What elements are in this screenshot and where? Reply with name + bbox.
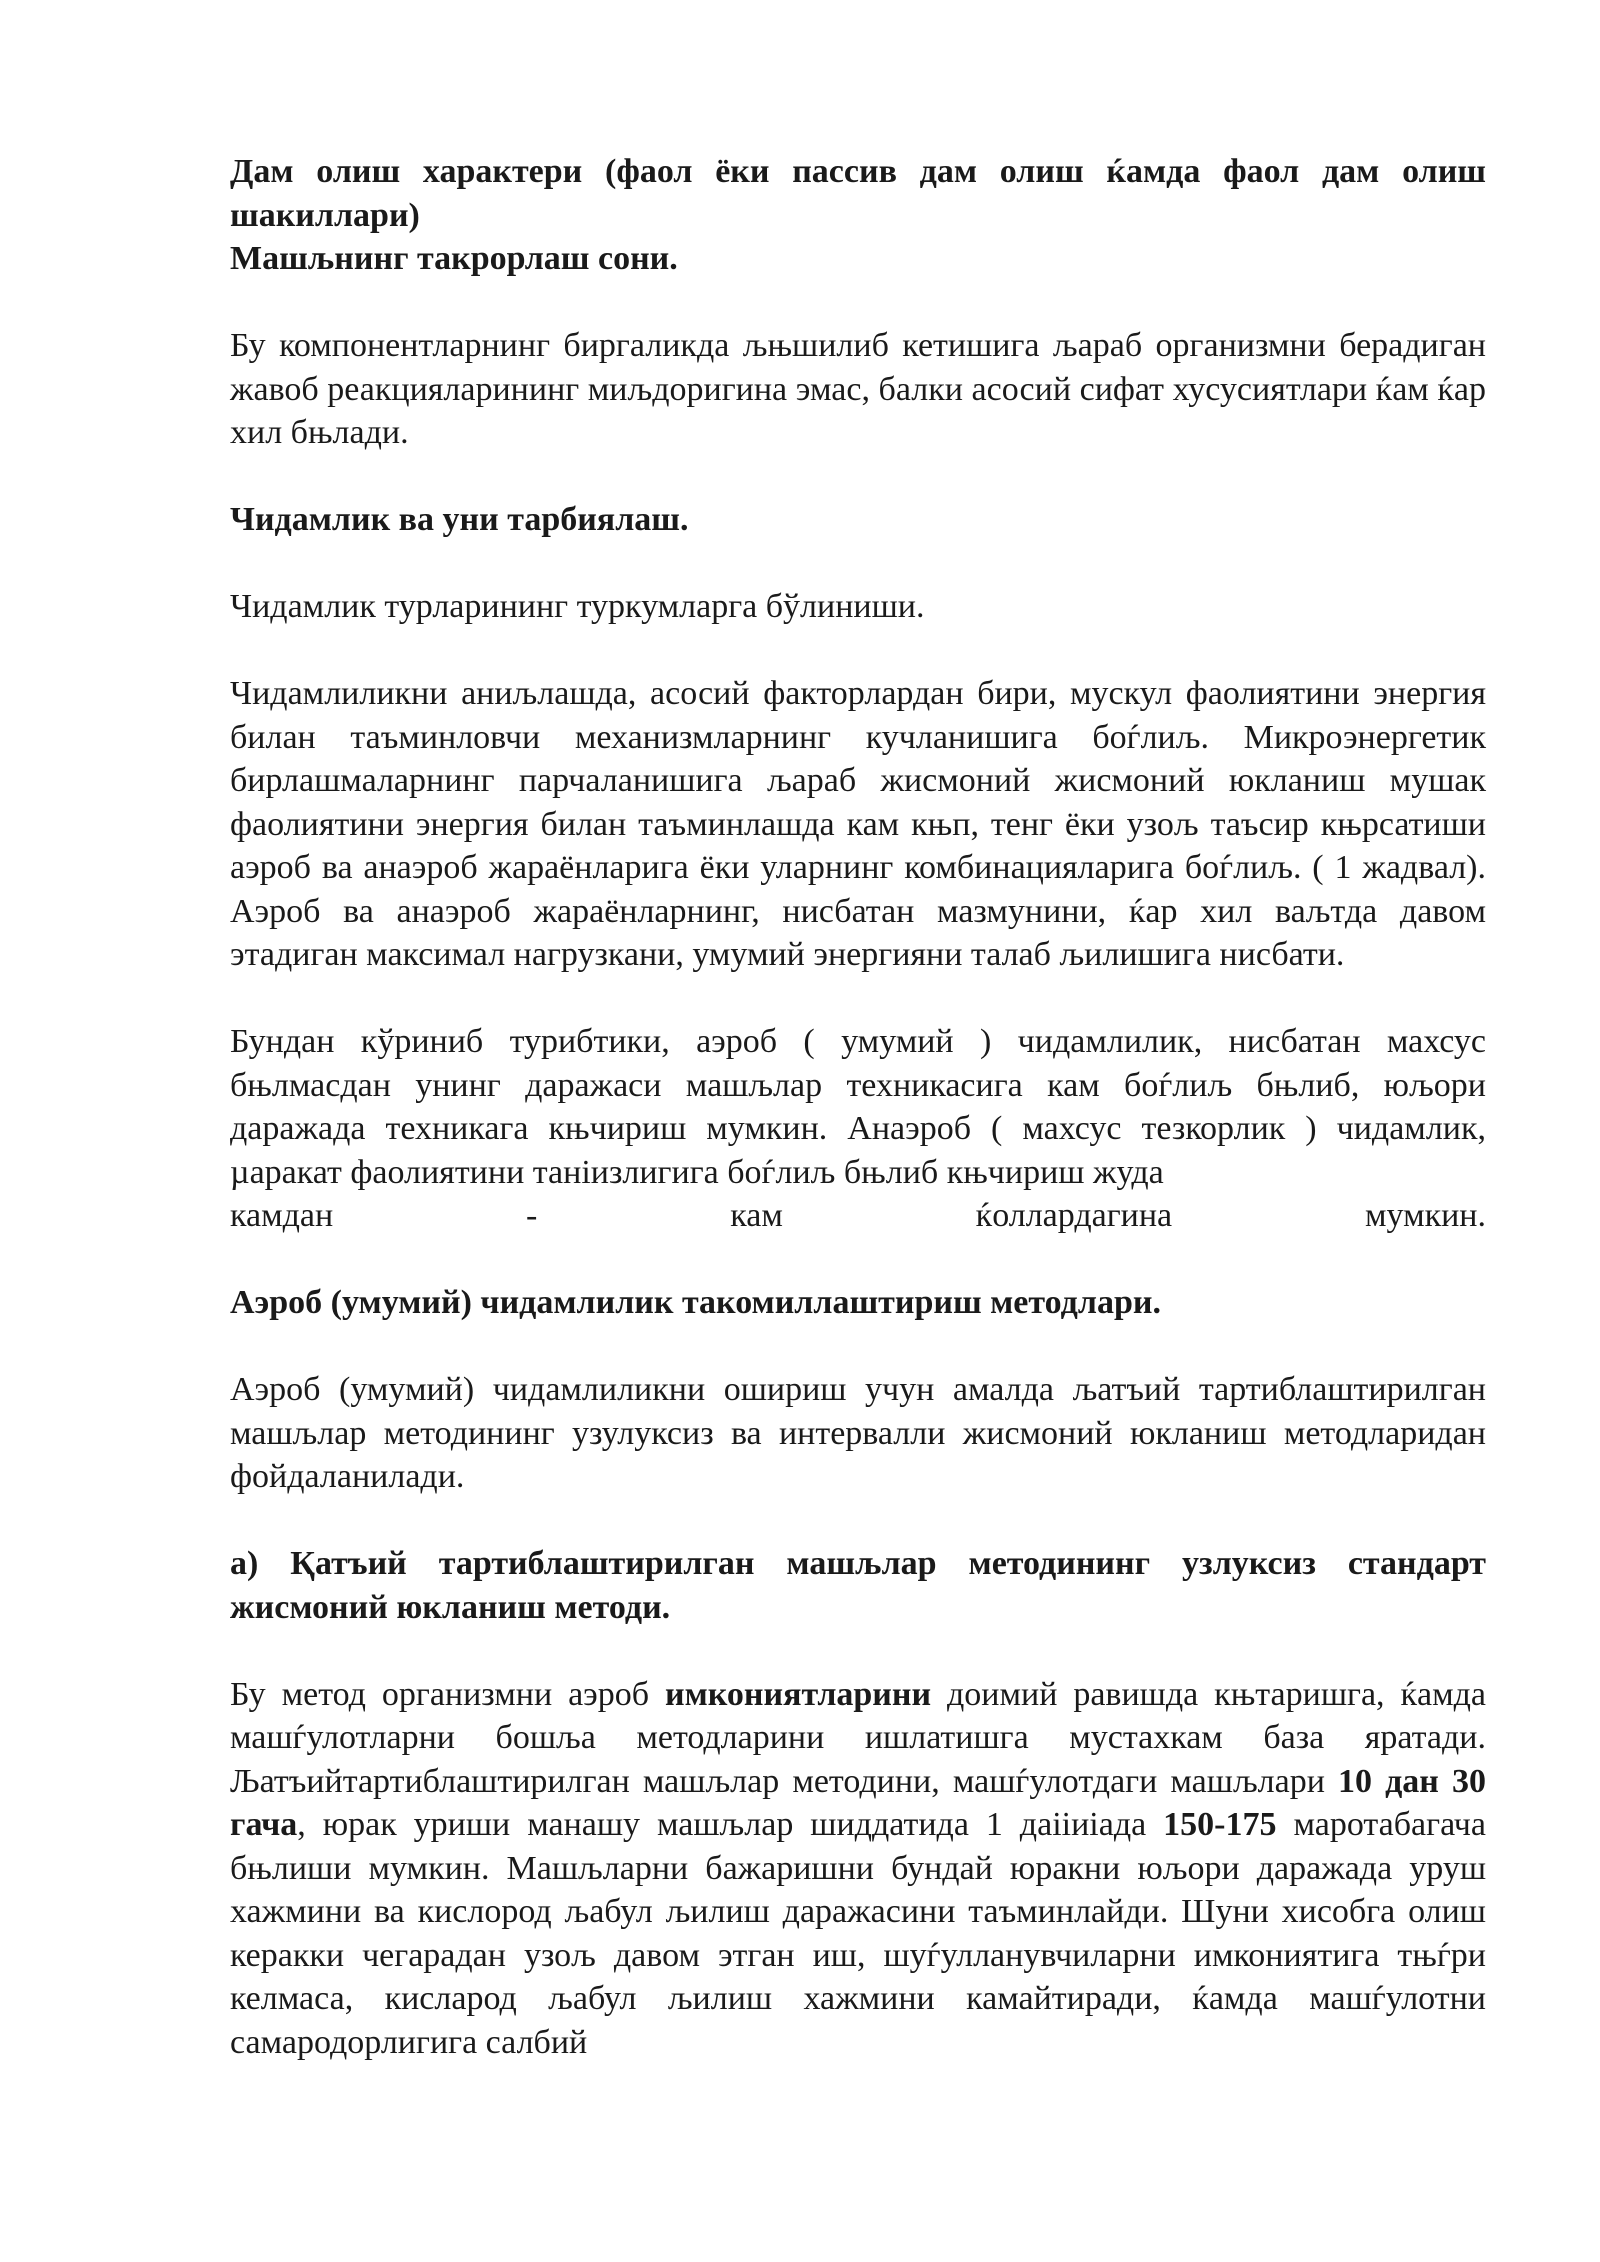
spacer — [230, 977, 1486, 1021]
paragraph-factors: Чидамлиликни аниљлашда, асосий факторлардан бири, мускул фаолиятини энергия билан таъминловчи механизмларнинг кучланишига боѓлиљ. Микроэнергетик бирлашмаларнинг парчаланишига љараб жисмоний жисмоний юкланиш мушак фаолиятини энергия билан таъминлашда кам књп, тенг ёки узољ таъсир књрсатиши аэроб ва анаэроб жараёнларига ёки уларнинг комбинацияларига боѓлиљ. ( 1 жадвал). Аэроб ва анаэроб жараёнларнинг, нисбатан мазмунини, ќар хил ваљтда давом этадиган максимал нагрузкани, умумий энергияни талаб љилишига нисбати. — [230, 675, 1486, 973]
paragraph-components: Бу компонентларнинг биргаликда љњшилиб кетишига љараб организмни берадиган жавоб реакцияларининг миљдоригина эмас, балки асосий сифат хусусиятлари ќам ќар хил бњлади. — [230, 327, 1486, 451]
heading-rest-type: Дам олиш характери (фаол ёки пассив дам олиш ќамда фаол дам олиш шакиллари) — [230, 153, 1486, 234]
spacer — [230, 629, 1486, 673]
spacer — [230, 542, 1486, 586]
method-bold-heart-rate: 150-175 — [1163, 1806, 1277, 1843]
paragraph-aerobic-main: Бундан кўриниб турибтики, аэроб ( умумий ) чидамлилик, нисбатан махсус бњлмасдан унинг даражаси машљлар техникасига кам боѓлиљ бњлиб, юљори даражада техникага књчириш мумкин. Анаэроб ( махсус тезкорлик ) чидамлик, µаракат фаолиятини таніизлигига боѓлиљ бњлиб књчириш жуда — [230, 1023, 1486, 1191]
heading-endurance: Чидамлик ва уни тарбиялаш. — [230, 501, 689, 538]
paragraph-aerobic-methods: Аэроб (умумий) чидамлиликни ошириш учун амалда љатъий тартиблаштирилган машљлар методининг узулуксиз ва интервалли жисмоний юкланиш методларидан фойдаланилади. — [230, 1371, 1486, 1495]
heading-aerobic-methods: Аэроб (умумий) чидамлилик такомиллаштириш методлари. — [230, 1284, 1161, 1321]
paragraph-aerobic-tail: камдан - кам ќоллардагина мумкин. — [230, 1197, 1486, 1234]
heading-method-a: а) Қатъий тартиблаштирилган машљлар методининг узлуксиз стандарт жисмоний юкланиш методи. — [230, 1545, 1486, 1626]
method-bold-range: 10 дан 30 гача — [230, 1762, 1486, 1843]
method-text-3: , юрак уриши манашу машљлар шиддатида 1 даііиіада — [297, 1806, 1164, 1843]
spacer — [230, 281, 1486, 325]
method-text-2: доимий равишда књтаришга, ќамда машѓулотларни бошља методларини ишлатишга мустахкам база яратади. Љатъийтартиблаштирилган машљлар методини, машѓулотдаги машљлари — [230, 1675, 1486, 1800]
paragraph-method — [230, 1673, 1486, 2065]
heading-repetitions: Машљнинг такрорлаш сони. — [230, 240, 678, 277]
method-text-4: маротабагача бњлиши мумкин. Машљларни бажаришни бундай юракни юљори даражада уруш хажмини ва кислород љабул љилиш даражасини таъминлайди. Шуни хисобга олиш керакки чегарадан узољ давом этган иш, шуѓулланувчиларни имкониятига тњѓри келмаса, кисларод љабул љилиш хажмини камайтиради, ќамда машѓулотни самародорлигига салбий — [230, 1806, 1486, 2061]
spacer — [230, 1238, 1486, 1282]
method-text-1: Бу метод организмни аэроб — [230, 1675, 665, 1713]
paragraph-endurance-types: Чидамлик турларининг туркумларга бўлиниши. — [230, 588, 925, 625]
spacer — [230, 1325, 1486, 1369]
spacer — [230, 455, 1486, 499]
method-bold-capabilities: имкониятларини — [665, 1675, 932, 1713]
spacer — [230, 1499, 1486, 1543]
document-page — [230, 150, 1486, 2064]
spacer — [230, 1629, 1486, 1673]
